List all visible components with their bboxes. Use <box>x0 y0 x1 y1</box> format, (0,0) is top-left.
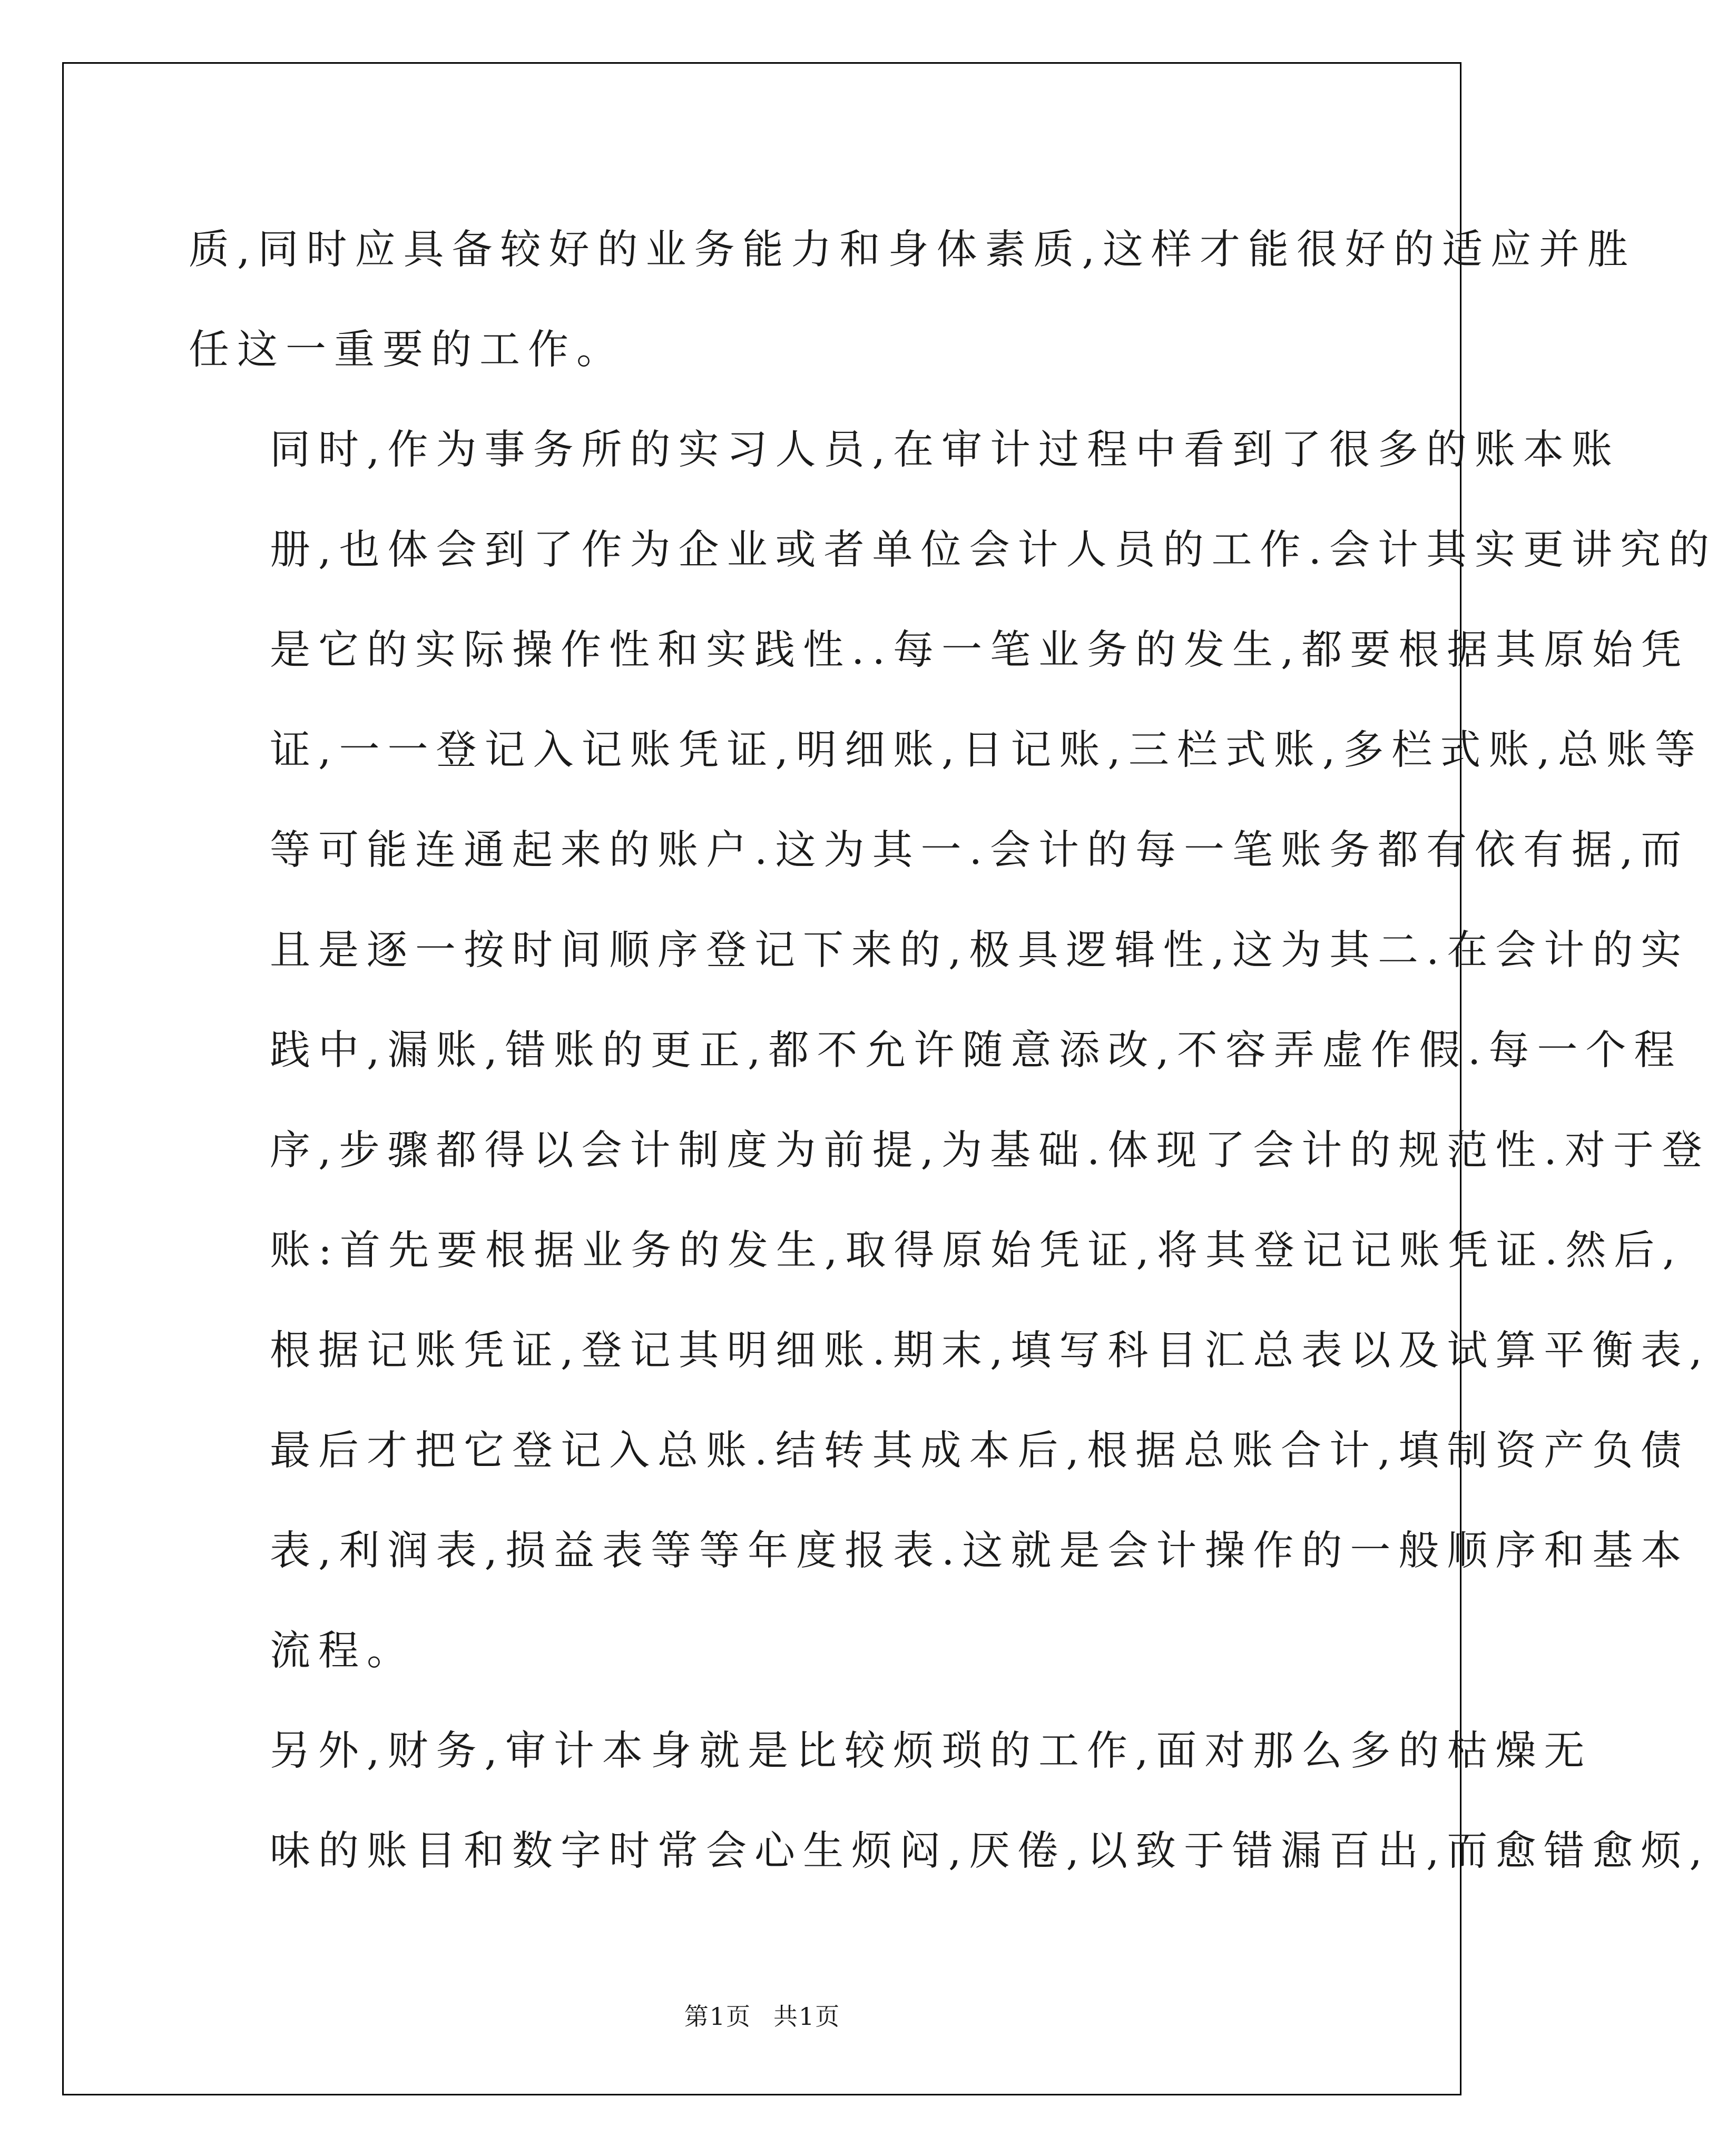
text-line: 根据记账凭证,登记其明细账.期末,填写科目汇总表以及试算平衡表, <box>270 1327 1710 1374</box>
document-body <box>189 200 1717 1902</box>
text-line: 表,利润表,损益表等等年度报表.这就是会计操作的一般顺序和基本 <box>270 1528 1690 1574</box>
paragraph-1 <box>189 200 1636 400</box>
text-line: 任这一重要的工作。 <box>189 327 625 373</box>
text-line: 账:首先要根据业务的发生,取得原始凭证,将其登记记账凭证.然后, <box>270 1227 1683 1274</box>
text-line: 践中,漏账,错账的更正,都不允许随意添改,不容弄虚作假.每一个程 <box>270 1027 1683 1074</box>
page-footer <box>0 1997 1525 2032</box>
text-line: 最后才把它登记入总账.结转其成本后,根据总账合计,填制资产负债 <box>270 1428 1690 1474</box>
paragraph-3 <box>189 1701 1710 1902</box>
text-line: 册,也体会到了作为企业或者单位会计人员的工作.会计其实更讲究的 <box>270 527 1717 574</box>
text-line: 同时,作为事务所的实习人员,在审计过程中看到了很多的账本账 <box>270 427 1620 474</box>
text-line: 证,一一登记入记账凭证,明细账,日记账,三栏式账,多栏式账,总账等 <box>270 727 1703 774</box>
text-line: 等可能连通起来的账户.这为其一.会计的每一笔账务都有依有据,而 <box>270 827 1690 874</box>
page-number: 第1页 <box>684 2002 751 2031</box>
text-line: 流程。 <box>270 1628 415 1675</box>
text-line: 是它的实际操作性和实践性..每一笔业务的发生,都要根据其原始凭 <box>270 627 1690 674</box>
total-pages: 共1页 <box>773 2002 841 2031</box>
text-line: 序,步骤都得以会计制度为前提,为基础.体现了会计的规范性.对于登 <box>270 1127 1710 1174</box>
paragraph-2 <box>189 400 1717 1701</box>
text-line: 味的账目和数字时常会心生烦闷,厌倦,以致于错漏百出,而愈错愈烦, <box>270 1828 1710 1875</box>
text-line: 且是逐一按时间顺序登记下来的,极具逻辑性,这为其二.在会计的实 <box>270 927 1690 974</box>
text-line: 另外,财务,审计本身就是比较烦琐的工作,面对那么多的枯燥无 <box>270 1728 1593 1775</box>
text-line: 质,同时应具备较好的业务能力和身体素质,这样才能很好的适应并胜 <box>189 227 1636 273</box>
